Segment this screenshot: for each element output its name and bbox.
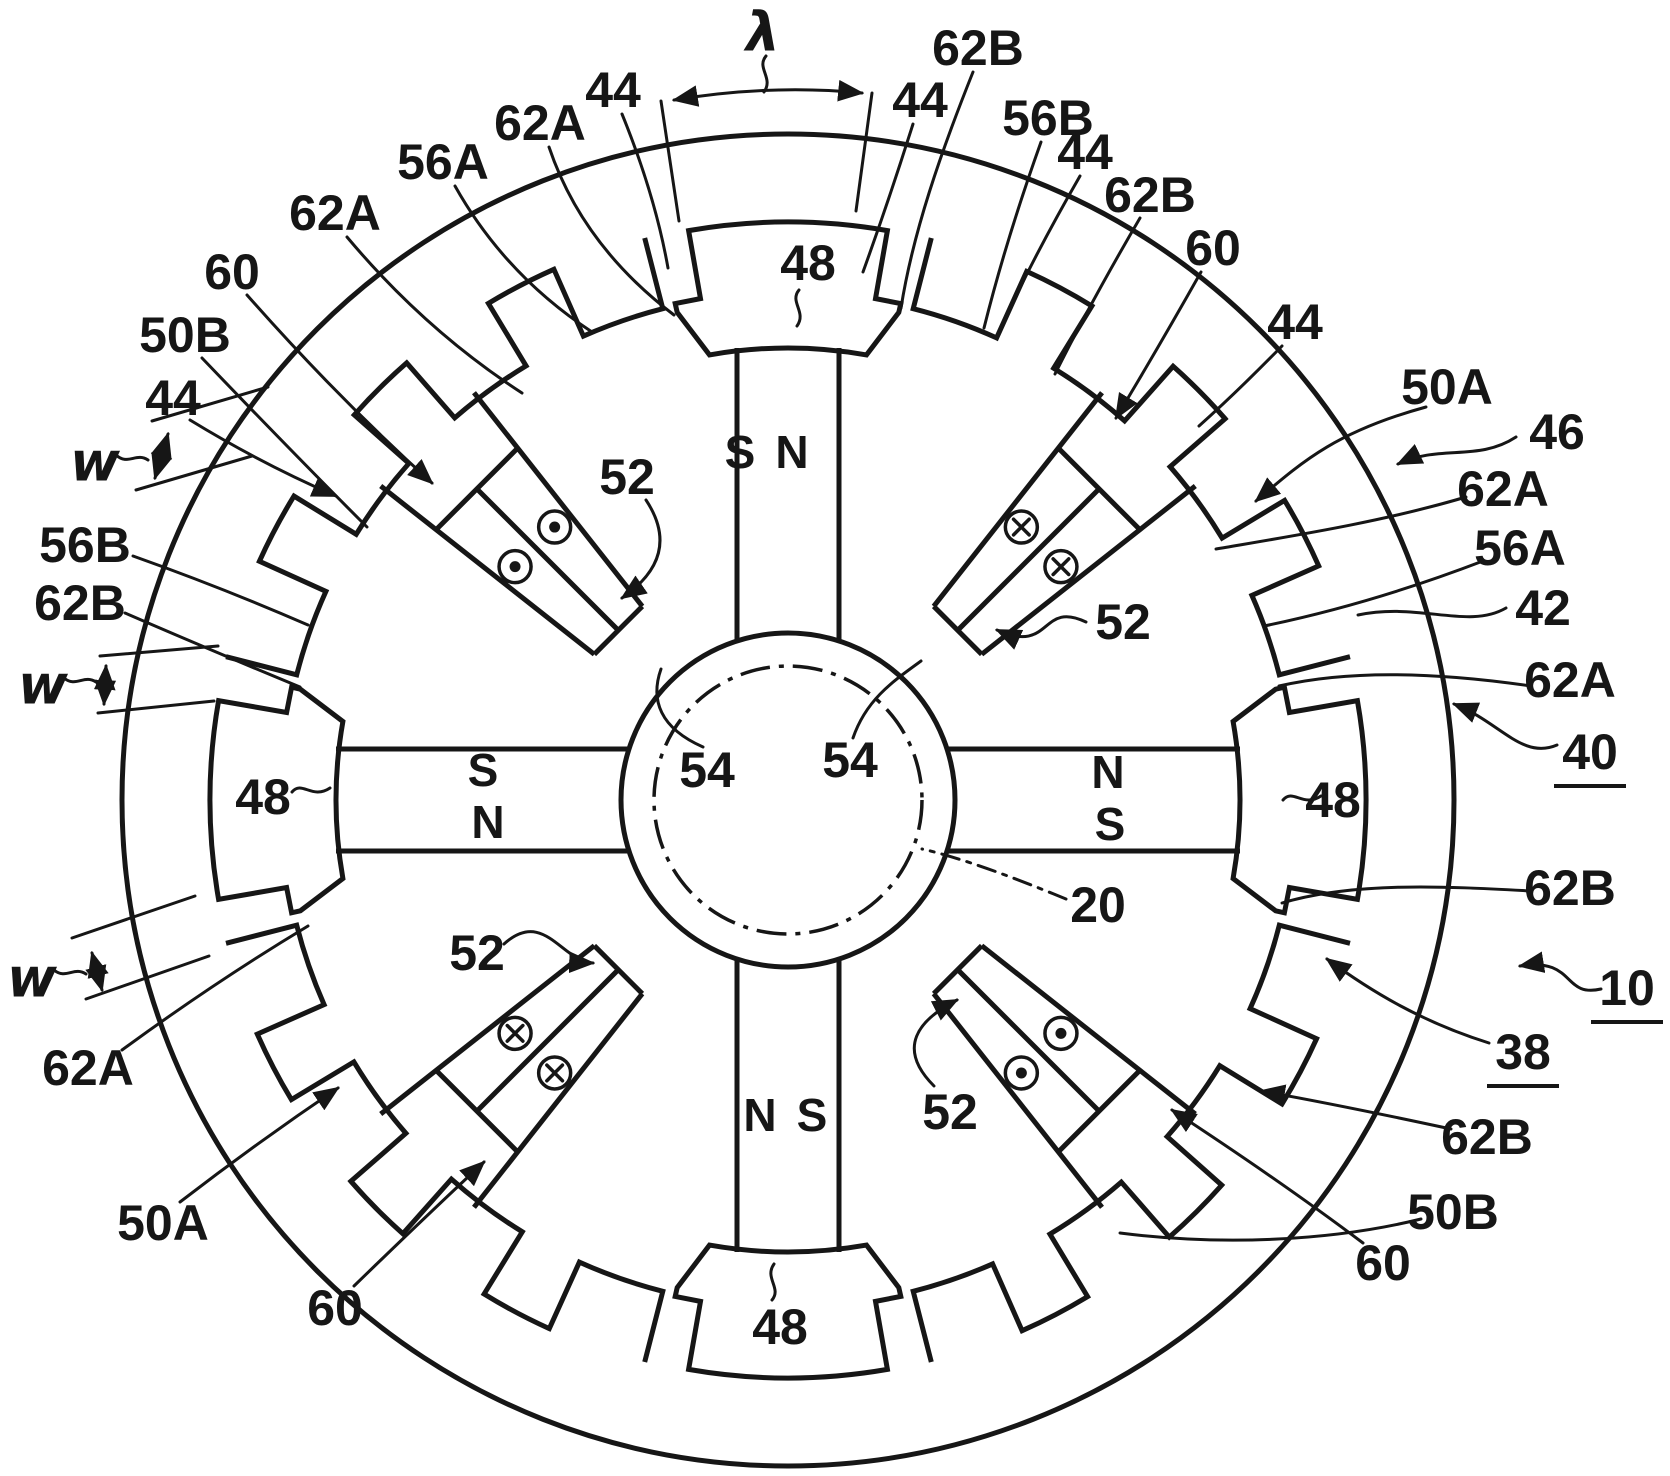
ref-label-52: 52 [599,449,655,505]
reference-labels [7,1,1663,1356]
leader-line [155,434,168,478]
ref-label-54: 54 [822,732,878,788]
ref-label-44: 44 [1057,124,1113,180]
coil-divider-line [958,970,1099,1111]
ref-label-48: 48 [235,769,291,825]
leader-line [136,456,252,490]
current-out-dot-icon [549,522,560,533]
ref-label-w: w [18,653,68,717]
ref-label-56A: 56A [1474,520,1566,576]
rotor-circle [621,633,955,967]
leader-line [54,970,86,974]
ref-label-62B: 62B [1441,1109,1533,1165]
ref-label-60: 60 [204,244,260,300]
leader-line [1279,675,1531,686]
leader-line [354,1162,484,1286]
leader-line [504,932,593,963]
ref-label-10: 10 [1599,960,1655,1016]
pole-letter-N: N [775,426,809,478]
leader-line [190,420,336,496]
leader-line [771,1264,775,1300]
ref-label-w: w [70,430,120,494]
ref-label-46: 46 [1529,404,1585,460]
current-in-cross-icon [507,1026,523,1042]
leader-line [125,613,300,687]
leader-line [863,124,913,272]
ref-label-48: 48 [752,1299,808,1355]
ref-label-62B: 62B [1104,167,1196,223]
ref-label-44: 44 [1267,294,1323,350]
leader-line [1116,272,1201,418]
leader-line [1327,959,1489,1043]
current-out-dot-icon [1016,1067,1027,1078]
coil-divider-line [477,489,618,630]
ref-label-λ: λ [745,0,781,64]
leader-line [1282,887,1531,903]
leader-line [1261,1091,1451,1129]
leader-line [292,788,330,792]
ref-label-62A: 62A [42,1040,134,1096]
leader-line [133,556,308,625]
ref-label-44: 44 [145,370,201,426]
leader-line [1256,407,1426,501]
ref-label-50A: 50A [1401,359,1493,415]
current-in-cross-icon [1053,559,1069,575]
motor-structure [122,134,1454,1466]
ref-label-50B: 50B [1407,1184,1499,1240]
leader-line [674,90,862,100]
ref-label-42: 42 [1515,580,1571,636]
leader-line [1216,497,1466,549]
leader-line [1358,608,1506,617]
coil [381,946,643,1208]
ref-label-62B: 62B [1524,860,1616,916]
coil-divider-line [958,489,1099,630]
coil-divider-line [477,970,618,1111]
ref-label-48: 48 [780,235,836,291]
leader-line [92,953,102,990]
pole-letter-N: N [471,796,505,848]
coil [934,393,1196,655]
ref-label-54: 54 [679,742,735,798]
leader-line [180,1088,338,1202]
pole-letter-N: N [1091,746,1125,798]
leader-line [657,669,703,747]
ref-label-48: 48 [1305,772,1361,828]
leader-line [1520,965,1601,991]
ref-label-40: 40 [1562,724,1618,780]
leader-line [997,617,1086,637]
ref-label-60: 60 [1355,1235,1411,1291]
ref-label-20: 20 [1070,877,1126,933]
leader-line [1454,704,1557,748]
leader-line [104,666,106,704]
ref-label-52: 52 [922,1084,978,1140]
ref-label-62A: 62A [1524,652,1616,708]
leader-line [100,646,218,656]
ref-label-44: 44 [585,62,641,118]
ref-label-50A: 50A [117,1195,209,1251]
ref-label-60: 60 [307,1280,363,1336]
ref-label-38: 38 [1495,1024,1551,1080]
leader-line [622,500,660,598]
leader-line [1055,218,1140,374]
leader-line [853,661,921,738]
ref-label-52: 52 [1095,594,1151,650]
pole-letter-N: N [743,1089,777,1141]
leader-line [856,93,872,211]
leader-line [661,101,679,221]
current-out-dot-icon [1055,1028,1066,1039]
pole-letter-S: S [467,744,499,796]
leader-line [1199,346,1282,426]
coil [934,946,1196,1208]
pole-letter-S: S [796,1089,828,1141]
leader-line [98,701,214,713]
ref-label-50B: 50B [139,307,231,363]
ref-label-56B: 56B [1002,90,1094,146]
pole-letter-S: S [724,426,756,478]
ref-label-62B: 62B [34,575,126,631]
ref-label-62A: 62A [494,95,586,151]
current-in-cross-icon [1014,519,1030,535]
ref-label-56A: 56A [397,134,489,190]
current-in-cross-icon [547,1065,563,1081]
ref-label-62A: 62A [289,185,381,241]
outer-housing-circle [122,134,1454,1466]
current-out-dot-icon [510,561,521,572]
pole-letter-S: S [1094,798,1126,850]
ref-label-56B: 56B [39,517,131,573]
coil [381,393,643,655]
ref-label-44: 44 [892,72,948,128]
ref-label-62B: 62B [932,20,1024,76]
leader-line [247,295,432,483]
ref-label-w: w [7,946,57,1010]
ref-label-52: 52 [449,925,505,981]
leader-line [116,455,148,460]
leader-line [1398,437,1516,464]
ref-label-62A: 62A [1457,461,1549,517]
ref-label-60: 60 [1185,220,1241,276]
leader-line [64,678,96,682]
leader-line [796,290,800,326]
leader-line [86,956,209,999]
rotor-inner-dashdot-circle [654,666,922,934]
